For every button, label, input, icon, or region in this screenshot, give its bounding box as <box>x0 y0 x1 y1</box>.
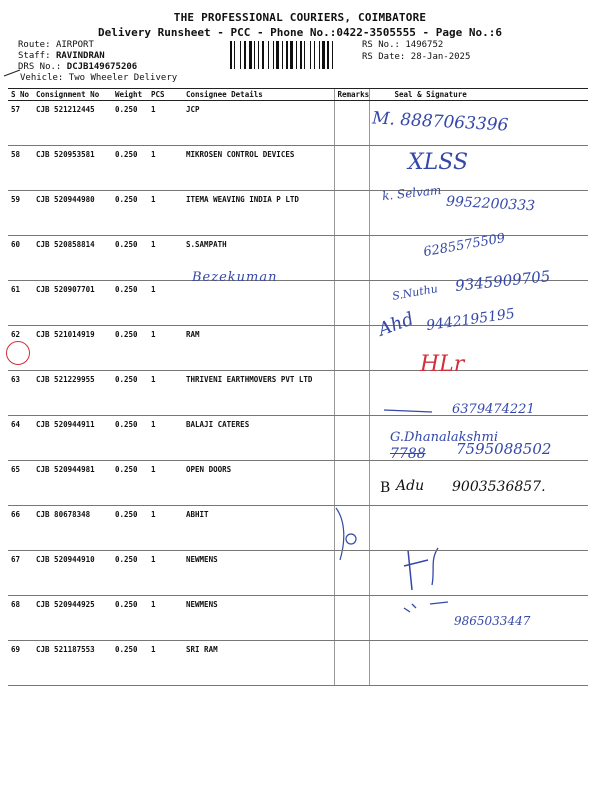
consignee-cell: THRIVENI EARTHMOVERS PVT LTD <box>183 371 334 416</box>
table-row <box>8 551 588 596</box>
pcs-cell: 1 <box>148 326 183 371</box>
table-header-row <box>8 89 588 101</box>
row-69-phone: 9865033447 <box>454 614 531 628</box>
weight-cell: 0.250 <box>112 371 148 416</box>
pcs-cell: 1 <box>148 371 183 416</box>
row-63-remark-handwritten: HLr <box>420 352 465 377</box>
pcs-cell: 1 <box>148 281 183 326</box>
consignment-no-cell: CJB 520953581 <box>33 146 112 191</box>
consignee-cell: ABHIT <box>183 506 334 551</box>
serial-no-cell: 62 <box>8 326 33 371</box>
remarks-cell <box>334 416 369 461</box>
row-66-prefix: B <box>380 480 391 496</box>
staff-value: RAVINDRAN <box>55 51 105 61</box>
remarks-cell <box>334 506 369 551</box>
row-58-signature: XLSS <box>408 150 469 175</box>
consignee-cell: BALAJI CATERES <box>183 416 334 461</box>
weight-cell: 0.250 <box>112 191 148 236</box>
rs-no-value: 1496752 <box>405 40 444 50</box>
row-62-phone: 9442195195 <box>425 305 516 335</box>
consignee-cell: S.SAMPATH <box>183 236 334 281</box>
weight-cell: 0.250 <box>112 596 148 641</box>
pcs-cell: 1 <box>148 641 183 686</box>
weight-cell: 0.250 <box>112 236 148 281</box>
consignee-cell: RAM <box>183 326 334 371</box>
table-row <box>8 506 588 551</box>
pcs-cell: 1 <box>148 416 183 461</box>
consignment-no-cell: CJB 521229955 <box>33 371 112 416</box>
remarks-cell <box>334 461 369 506</box>
runsheet-table <box>8 88 588 686</box>
vehicle-value: Two Wheeler Delivery <box>68 73 178 83</box>
serial-no-cell: 65 <box>8 461 33 506</box>
consignee-cell: NEWMENS <box>183 551 334 596</box>
weight-cell: 0.250 <box>112 326 148 371</box>
consignment-no-cell: CJB 520944925 <box>33 596 112 641</box>
row-61-consignee-handwritten: Bezekuman <box>192 270 278 285</box>
vehicle-label: Vehicle: <box>20 73 64 83</box>
route-label: Route: <box>18 40 51 50</box>
remarks-cell <box>334 596 369 641</box>
column-header: Weight <box>112 89 148 101</box>
consignee-cell: OPEN DOORS <box>183 461 334 506</box>
column-header: Consignment No <box>33 89 112 101</box>
route-value: AIRPORT <box>55 40 94 50</box>
row-65-name: G.Dhanalakshmi <box>390 430 499 445</box>
weight-cell: 0.250 <box>112 416 148 461</box>
row-59-phone: 9952200333 <box>445 193 536 215</box>
signature-cell <box>369 641 588 686</box>
consignee-cell: NEWMENS <box>183 596 334 641</box>
row-65-phone: 7595088502 <box>456 440 552 458</box>
weight-cell: 0.250 <box>112 551 148 596</box>
consignment-no-cell: CJB 521014919 <box>33 326 112 371</box>
serial-no-cell: 63 <box>8 371 33 416</box>
row-66-signature-mark: Adu <box>396 478 425 494</box>
runsheet-subtitle: Delivery Runsheet - PCC - Phone No.:0422-3505555 - Page No.:6 <box>98 26 502 39</box>
consignment-no-cell: CJB 521212445 <box>33 101 112 146</box>
consignment-no-cell: CJB 520944980 <box>33 191 112 236</box>
serial-no-cell: 58 <box>8 146 33 191</box>
staff-label: Staff: <box>18 51 51 61</box>
serial-no-cell: 67 <box>8 551 33 596</box>
signature-cell <box>369 551 588 596</box>
remarks-cell <box>334 371 369 416</box>
pcs-cell: 1 <box>148 506 183 551</box>
consignment-no-cell: CJB 521187553 <box>33 641 112 686</box>
weight-cell: 0.250 <box>112 281 148 326</box>
row-66-phone: 9003536857. <box>452 479 546 495</box>
drs-label: DRS No.: <box>18 62 62 72</box>
row-65-struck-number: 7788 <box>390 446 426 462</box>
remarks-cell <box>334 551 369 596</box>
row-64-phone: 6379474221 <box>452 402 535 417</box>
rs-no-label: RS No.: <box>362 40 400 50</box>
weight-cell: 0.250 <box>112 506 148 551</box>
row-61-name: S.Nuthu <box>391 282 439 303</box>
serial-no-cell: 64 <box>8 416 33 461</box>
remarks-cell <box>334 326 369 371</box>
signature-cell <box>369 146 588 191</box>
row-57-signature: M. 8887063396 <box>371 108 509 136</box>
remarks-cell <box>334 281 369 326</box>
table-row <box>8 326 588 371</box>
pcs-cell: 1 <box>148 101 183 146</box>
remarks-cell <box>334 191 369 236</box>
consignment-no-cell: CJB 520944910 <box>33 551 112 596</box>
consignment-no-cell: CJB 80678348 <box>33 506 112 551</box>
consignee-cell: JCP <box>183 101 334 146</box>
company-name: THE PROFESSIONAL COURIERS, COIMBATORE <box>173 11 427 24</box>
row-63-circle-mark <box>6 341 30 365</box>
table-row <box>8 641 588 686</box>
remarks-cell <box>334 101 369 146</box>
rs-date-value: 28-Jan-2025 <box>410 52 471 62</box>
serial-no-cell: 68 <box>8 596 33 641</box>
consignee-cell: SRI RAM <box>183 641 334 686</box>
serial-no-cell: 60 <box>8 236 33 281</box>
serial-no-cell: 61 <box>8 281 33 326</box>
row-61-phone: 9345909705 <box>454 267 552 295</box>
consignment-no-cell: CJB 520944911 <box>33 416 112 461</box>
column-header: Remarks <box>334 89 369 101</box>
weight-cell: 0.250 <box>112 101 148 146</box>
serial-no-cell: 69 <box>8 641 33 686</box>
serial-no-cell: 59 <box>8 191 33 236</box>
pcs-cell: 1 <box>148 236 183 281</box>
row-60-phone: 6285575509 <box>422 230 507 261</box>
consignment-no-cell: CJB 520858814 <box>33 236 112 281</box>
column-header: Consignee Details <box>183 89 334 101</box>
consignee-cell: ITEMA WEAVING INDIA P LTD <box>183 191 334 236</box>
rs-date-label: RS Date: <box>362 52 406 62</box>
drs-value: DCJB149675206 <box>66 62 138 72</box>
weight-cell: 0.250 <box>112 641 148 686</box>
row-62-signature-mark: Ahd <box>375 308 417 341</box>
serial-no-cell: 66 <box>8 506 33 551</box>
weight-cell: 0.250 <box>112 146 148 191</box>
pcs-cell: 1 <box>148 191 183 236</box>
consignee-cell <box>183 281 334 326</box>
row-59-name: k. Selvam <box>381 182 442 204</box>
pcs-cell: 1 <box>148 146 183 191</box>
weight-cell: 0.250 <box>112 461 148 506</box>
signature-cell <box>369 506 588 551</box>
consignee-cell: MIKROSEN CONTROL DEVICES <box>183 146 334 191</box>
column-header: PCS <box>148 89 183 101</box>
pcs-cell: 1 <box>148 596 183 641</box>
pcs-cell: 1 <box>148 461 183 506</box>
pcs-cell: 1 <box>148 551 183 596</box>
remarks-cell <box>334 236 369 281</box>
column-header: Seal & Signature <box>369 89 588 101</box>
consignment-no-cell: CJB 520944981 <box>33 461 112 506</box>
remarks-cell <box>334 146 369 191</box>
remarks-cell <box>334 641 369 686</box>
table-row <box>8 146 588 191</box>
serial-no-cell: 57 <box>8 101 33 146</box>
column-header: S No <box>8 89 33 101</box>
consignment-no-cell: CJB 520907701 <box>33 281 112 326</box>
